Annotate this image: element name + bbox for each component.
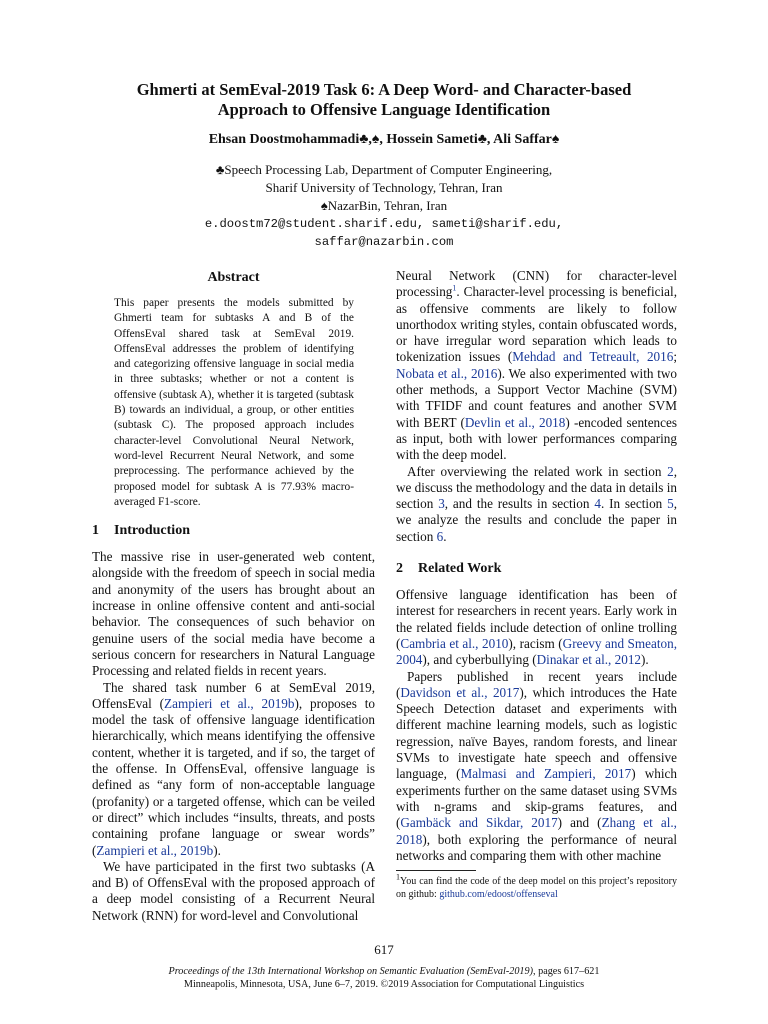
text-run: After overviewing the related work in section xyxy=(407,463,668,479)
citation-link[interactable]: Malmasi and Zampieri, 2017 xyxy=(460,766,632,782)
text-run: , and the results in section xyxy=(444,496,595,512)
text-run: . xyxy=(443,528,447,544)
text-run: ), and cyberbullying ( xyxy=(422,652,537,668)
citation-link[interactable]: Dinakar et al., 2012 xyxy=(536,652,642,668)
text-run: ), racism ( xyxy=(508,635,563,651)
citation-link[interactable]: Devlin et al., 2018 xyxy=(464,414,566,430)
text-run: ), which introduces the Hate Speech Detection dataset and experiments with different machine learning models, such as logistic regression, naïve Bayes, random forests, and linear SVMs to investigate hate speech and offensive language, ( xyxy=(396,684,677,782)
title-line-1: Ghmerti at SemEval-2019 Task 6: A Deep Word- and Character-based xyxy=(136,80,632,99)
section-ref-link[interactable]: 5 xyxy=(667,496,674,512)
title-line-2: Approach to Offensive Language Identification xyxy=(217,100,551,119)
citation-link[interactable]: Zampieri et al., 2019b xyxy=(96,842,214,858)
emails-line-2: saffar@nazarbin.com xyxy=(314,235,454,249)
left-column xyxy=(92,268,375,924)
proceedings-line-1 xyxy=(60,965,708,978)
github-link[interactable]: github.com/edoost/offenseval xyxy=(439,889,558,901)
section-title: Introduction xyxy=(114,523,190,539)
author-list: Ehsan Doostmohammadi♣,♠, Hossein Sameti♣, Ali Saffar♠ xyxy=(208,132,560,147)
proceedings-pages: , pages 617–621 xyxy=(533,966,600,977)
text-run: ) which experiments further on the same dataset using SVMs with n-grams and skip-grams features, and ( xyxy=(396,766,677,831)
text-run: , we analyze the results and conclude the paper in section xyxy=(396,496,677,544)
citation-link[interactable]: Gambäck and Sikdar, 2017 xyxy=(400,815,558,831)
text-run: ). xyxy=(641,652,649,668)
citation-link[interactable]: Mehdad and Tetreault, 2016 xyxy=(512,349,674,365)
paper-title xyxy=(60,80,708,120)
section-ref-link[interactable]: 6 xyxy=(436,528,444,544)
section-ref-link[interactable]: 4 xyxy=(594,496,601,512)
citation-link[interactable]: Greevy and Smeaton, 2004 xyxy=(396,635,678,668)
related-paragraph-1 xyxy=(396,587,677,668)
footnote-number: 1 xyxy=(396,872,400,882)
proceedings-footer xyxy=(60,965,708,991)
text-run: Papers published in recent years include ( xyxy=(396,668,677,700)
footnote-text: You can find the code of the deep model on this project’s repository on github: xyxy=(396,876,677,901)
abstract-text: This paper presents the models submitted by Ghmerti team for subtasks A and B of the OffensEval shared task at SemEval 2019. OffensEval addresses the problem of identifying and categorizing offensive language in social media in three subtasks; whether or not a content is offensive (subtask A), whether it is targeted (subtask B) towards an individual, a group, or other entities (subtask C). The proposed approach includes character-level Convolutional Neural Network, word-level Recurrent Neural Network, and some preprocessing. The performance achieved by the proposed model for subtask A is 77.93% macro-averaged F1-score. xyxy=(114,297,354,508)
section-2-heading xyxy=(396,559,677,579)
text-run: ). xyxy=(213,842,221,858)
related-paragraph-2 xyxy=(396,669,677,865)
section-title: Related Work xyxy=(418,561,502,577)
intro-paragraph-4 xyxy=(396,464,677,545)
text-run: ), proposes to model the task of offensive language identification hierarchically, which means identifying the offensive content, whether it is targeted, and if so, the target of the offense. In OffensEval, offensive language is defined as “any form of non-acceptable language (profanity) or a targeted offense, which can be veiled or direct” which includes “insults, threats, and posts containing profane language or swear words” ( xyxy=(92,695,375,858)
intro-paragraph-3-cont xyxy=(396,268,677,464)
proceedings-line-2: Minneapolis, Minnesota, USA, June 6–7, 2019. ©2019 Association for Computational Linguistics xyxy=(183,979,585,990)
affiliation-1-line-2: Sharif University of Technology, Tehran, Iran xyxy=(265,180,503,195)
citation-link[interactable]: Davidson et al., 2017 xyxy=(400,684,520,700)
text-run: Neural Network (CNN) for character-level processing xyxy=(396,268,677,300)
section-number: 2 xyxy=(396,561,403,577)
footnote xyxy=(396,872,677,901)
section-ref-link[interactable]: 2 xyxy=(667,463,674,479)
text-run: , we discuss the methodology and the data in details in section xyxy=(396,463,677,512)
affiliation-1-line-1: ♣Speech Processing Lab, Department of Computer Engineering, xyxy=(215,162,553,177)
affiliation-2: ♠NazarBin, Tehran, Iran xyxy=(320,198,448,213)
right-column xyxy=(396,268,677,901)
citation-link[interactable]: Zampieri et al., 2019b xyxy=(164,695,295,711)
section-1-heading xyxy=(92,521,375,541)
text-run: ). We also experimented with two other methods, a Support Vector Machine (SVM) with TFIDF and count features and another SVM with BERT ( xyxy=(396,365,677,430)
text-run: ), both exploring the performance of neural networks and comparing them with other machine xyxy=(396,831,677,863)
text-run: The shared task number 6 at SemEval 2019, OffensEval ( xyxy=(92,679,375,711)
text-run: . Character-level processing is beneficial, as offensive comments are likely to follow unorthodox writing styles, contain obfuscated words, or have irregular word separation which leads to tokenization issues ( xyxy=(396,284,677,365)
intro-paragraph-3: We have participated in the first two subtasks (A and B) of OffensEval with the proposed approach of a deep model consisting of a Recurrent Neural Network (RNN) for word-level and Convolutional xyxy=(92,858,375,923)
text-run: . In section xyxy=(600,496,668,512)
citation-link[interactable]: Nobata et al., 2016 xyxy=(396,365,498,381)
affiliations xyxy=(60,161,708,251)
abstract-heading: Abstract xyxy=(207,270,260,285)
text-run: Offensive language identification has been of interest for researchers in recent years. Early work in the related fields include detection of online trolling ( xyxy=(396,587,677,651)
intro-paragraph-2 xyxy=(92,680,375,859)
citation-link[interactable]: Zhang et al., 2018 xyxy=(396,815,677,847)
page-number: 617 xyxy=(374,942,394,957)
text-run: ) -encoded sentences as input, both with lower performances comparing with the deep model. xyxy=(396,414,677,463)
footnote-divider xyxy=(396,870,476,871)
intro-paragraph-1: The massive rise in user-generated web content, alongside with the freedom of speech in social media and anonymity of the users has brought about an increase in online offensive content and anti-social behavior. The consequences of such behavior on genuine users of the social media have become a serious concern for researchers in Natural Language Processing and related fields in recent years. xyxy=(92,549,375,679)
proceedings-title: Proceedings of the 13th International Workshop on Semantic Evaluation (SemEval-2019) xyxy=(168,966,533,977)
footnote-marker[interactable]: 1 xyxy=(452,283,457,293)
section-ref-link[interactable]: 3 xyxy=(438,496,445,512)
citation-link[interactable]: Cambria et al., 2010 xyxy=(400,635,509,651)
text-run: ; xyxy=(673,349,677,365)
text-run: ) and ( xyxy=(557,815,602,831)
section-number: 1 xyxy=(92,523,99,539)
emails-line-1: e.doostm72@student.sharif.edu, sameti@sharif.edu, xyxy=(204,217,564,231)
